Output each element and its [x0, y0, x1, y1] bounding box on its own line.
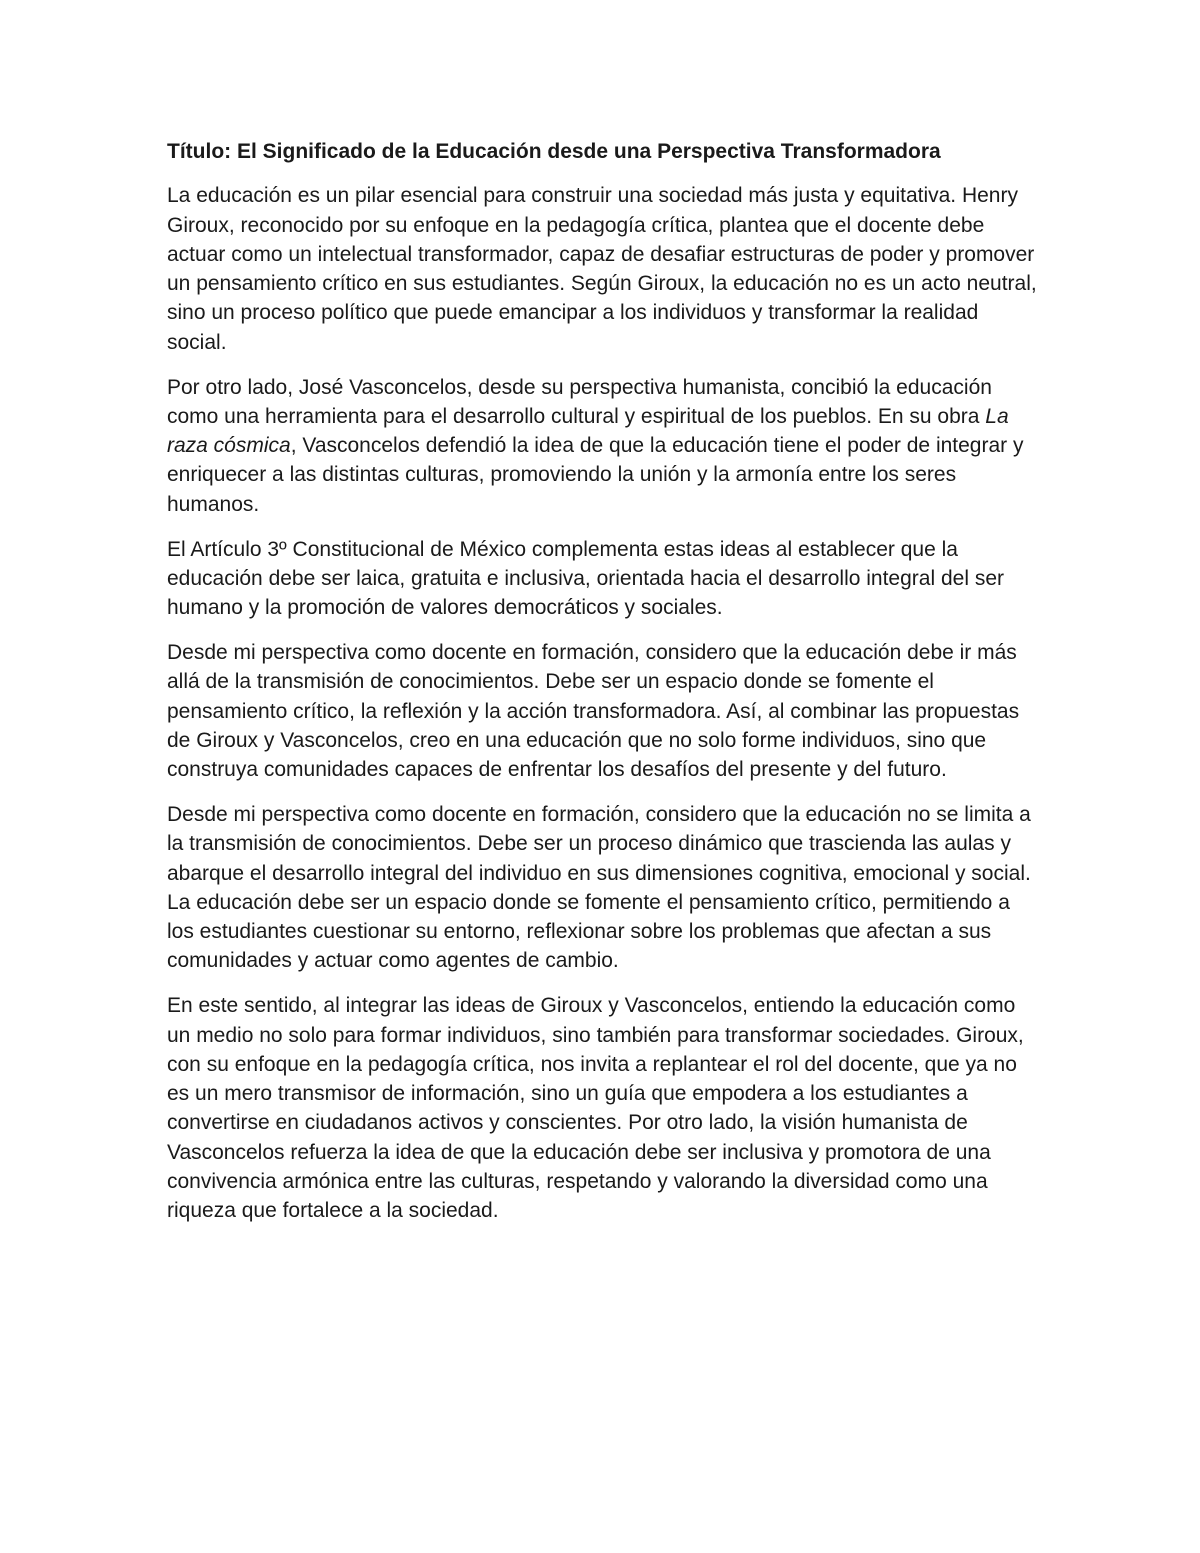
paragraph-vasconcelos [167, 373, 1037, 519]
paragraph-vasconcelos-text-before: Por otro lado, José Vasconcelos, desde su perspectiva humanista, concibió la educación como una herramienta para el desarrollo cultural y espiritual de los pueblos. En su obra [167, 375, 992, 428]
paragraph-intro: La educación es un pilar esencial para construir una sociedad más justa y equitativa. Henry Giroux, reconocido por su enfoque en la pedagogía crítica, plantea que el docente debe actuar como un intelectual transformador, capaz de desafiar estructuras de poder y promover un pensamiento crítico en sus estudiantes. Según Giroux, la educación no es un acto neutral, sino un proceso político que puede emancipar a los individuos y transformar la realidad social. [167, 184, 1037, 354]
paragraph-articulo-3: El Artículo 3º Constitucional de México complementa estas ideas al establecer que la educación debe ser laica, gratuita e inclusiva, orientada hacia el desarrollo integral del ser humano y la promoción de valores democráticos y sociales. [167, 537, 1004, 620]
paragraph-perspectiva-1: Desde mi perspectiva como docente en formación, considero que la educación debe ir más allá de la transmisión de conocimientos. Debe ser un espacio donde se fomente el pensamiento crítico, la reflexión y la acción transformadora. Así, al combinar las propuestas de Giroux y Vasconcelos, creo en una educación que no solo forme individuos, sino que construya comunidades capaces de enfrentar los desafíos del presente y del futuro. [167, 640, 1020, 782]
paragraph-conclusion: En este sentido, al integrar las ideas de Giroux y Vasconcelos, entiendo la educación como un medio no solo para formar individuos, sino también para transformar sociedades. Giroux, con su enfoque en la pedagogía crítica, nos invita a replantear el rol del docente, que ya no es un mero transmisor de información, sino un guía que empodera a los estudiantes a convertirse en ciudadanos activos y conscientes. Por otro lado, la visión humanista de Vasconcelos refuerza la idea de que la educación debe ser inclusiva y promotora de una convivencia armónica entre las culturas, respetando y valorando la diversidad como una riqueza que fortalece a la sociedad. [167, 994, 1024, 1223]
book-title-italic: La raza cósmica [167, 404, 1009, 458]
document-title: Título: El Significado de la Educación desde una Perspectiva Transformadora [167, 140, 941, 163]
paragraph-perspectiva-2: Desde mi perspectiva como docente en formación, considero que la educación no se limita a la transmisión de conocimientos. Debe ser un proceso dinámico que trascienda las aulas y abarque el desarrollo integral del individuo en sus dimensiones cognitiva, emocional y social. La educación debe ser un espacio donde se fomente el pensamiento crítico, permitiendo a los estudiantes cuestionar su entorno, reflexionar sobre los problemas que afectan a sus comunidades y actuar como agentes de cambio. [167, 802, 1031, 973]
document-body [167, 137, 1037, 1241]
paragraph-vasconcelos-text-after: , Vasconcelos defendió la idea de que la educación tiene el poder de integrar y enriquecer a las distintas culturas, promoviendo la unión y la armonía entre los seres humanos. [167, 434, 1024, 516]
